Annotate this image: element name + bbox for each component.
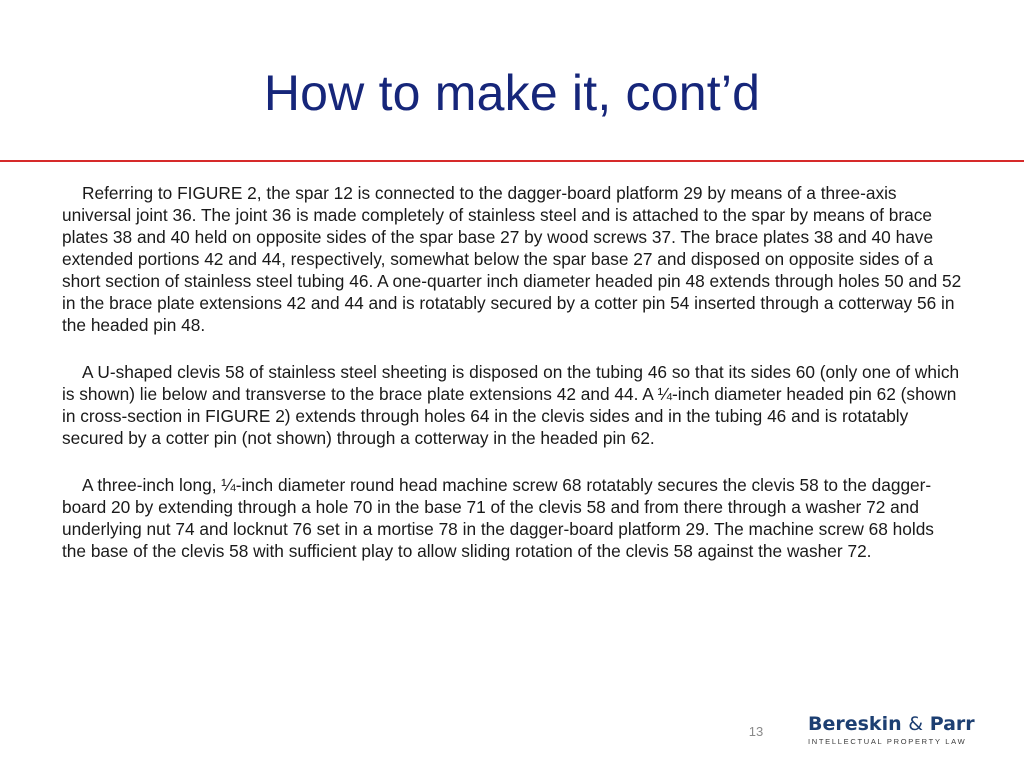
paragraph-2: A U-shaped clevis 58 of stainless steel sheeting is disposed on the tubing 46 so that its sides 60 (only one of which is shown) lie below and transverse to the brace plate extensions 42 and 44. A ¼-inch diameter headed pin 62 (shown in cross-section in FIGURE 2) extends through holes 64 in the clevis sides and in the tubing 46 and is rotatably secured by a cotter pin (not shown) through a cotterway in the headed pin 62. (62, 362, 960, 448)
logo-tagline: INTELLECTUAL PROPERTY LAW (808, 737, 967, 746)
paragraph-3: A three-inch long, ¼-inch diameter round head machine screw 68 rotatably secures the clevis 58 to the dagger-board 20 by extending through a hole 70 in the base 71 of the clevis 58 and from there through a washer 72 and underlying nut 74 and locknut 76 set in a mortise 78 in the dagger-board platform 29. The machine screw 68 holds the base of the clevis 58 with sufficient play to allow sliding rotation of the clevis 58 against the washer 72. (62, 475, 934, 561)
logo-name (808, 712, 976, 736)
page-number: 13 (748, 724, 764, 739)
slide-body (62, 182, 962, 587)
company-logo (808, 712, 976, 748)
title-divider (0, 160, 1024, 162)
logo-name-part2: Parr (929, 713, 975, 735)
paragraph-1: Referring to FIGURE 2, the spar 12 is connected to the dagger-board platform 29 by means of a three-axis universal joint 36. The joint 36 is made completely of stainless steel and is attached to the spar by means of brace plates 38 and 40 held on opposite sides of the spar base 27 by wood screws 37. The brace plates 38 and 40 have extended portions 42 and 44, respectively, somewhat below the spar base 27 and disposed on opposite sides of a short section of stainless steel tubing 46. A one-quarter inch diameter headed pin 48 extends through holes 50 and 52 in the brace plate extensions 42 and 44 and is rotatably secured by a cotter pin 54 inserted through a cotterway 56 in the headed pin 48. (62, 183, 962, 335)
slide-title: How to make it, cont’d (263, 65, 761, 121)
logo-ampersand: & (908, 713, 924, 735)
logo-name-part1: Bereskin (808, 713, 902, 735)
